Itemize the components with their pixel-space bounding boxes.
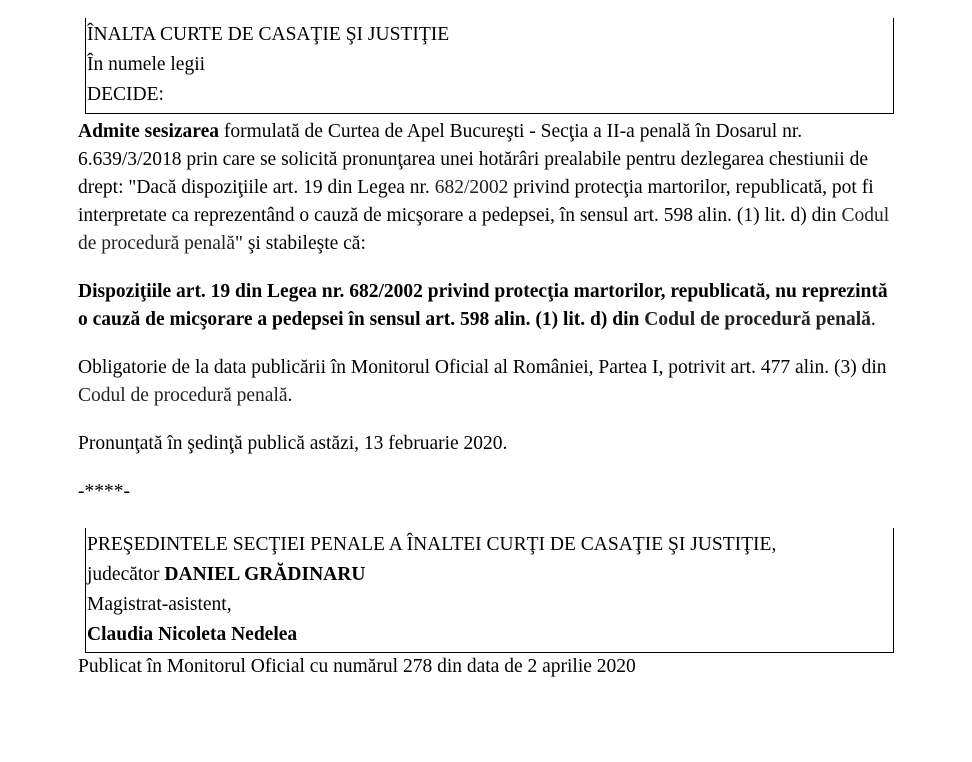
holding-text: Dispoziţiile art. 19 din Legea nr. 682/2002 privind protecţia martorilor, republicată, nu reprezintă o cauză de micşorare a pedepsei în sensul art. 598 alin. (1) lit. d) din	[78, 281, 888, 330]
decides-heading: DECIDE:	[87, 84, 164, 105]
ruling-text-2: privind protecţia martorilor, republicată, pot fi interpretate ca reprezentând o cauză de micşorare a pedepsei, în sensul art. 598 alin. (1) lit. d) din	[78, 177, 874, 226]
holding-paragraph	[78, 278, 894, 334]
in-name-of-law: În numele legii	[87, 54, 206, 75]
holding-end: .	[870, 309, 876, 330]
pronounced-paragraph: Pronunţată în şedinţă publică astăzi, 13 februarie 2020.	[78, 433, 508, 454]
holding-code-link[interactable]: Codul de procedură penală	[644, 309, 871, 330]
binding-end: .	[287, 385, 293, 406]
ruling-paragraph	[78, 118, 894, 258]
binding-paragraph	[78, 354, 894, 410]
judge-prefix: judecător	[87, 564, 165, 585]
procedure-code-link[interactable]: Codul de procedură penală	[78, 205, 890, 254]
ruling-lead: Admite sesizarea	[78, 121, 219, 142]
judge-line	[87, 560, 893, 590]
separator: -****-	[78, 481, 130, 502]
ruling-text-3: " şi stabileşte că:	[235, 233, 366, 254]
document-body	[78, 18, 894, 681]
assistant-name-line	[87, 620, 893, 652]
binding-code-link[interactable]: Codul de procedură penală	[78, 385, 288, 406]
assistant-name: Claudia Nicoleta Nedelea	[87, 624, 298, 645]
judge-name: DANIEL GRĂDINARU	[164, 564, 366, 585]
signature-box	[85, 528, 894, 653]
header-box	[85, 18, 894, 114]
law-reference-link[interactable]: 682/2002	[434, 177, 509, 198]
president-title: PREŞEDINTELE SECŢIEI PENALE A ÎNALTEI CURŢI DE CASAŢIE ŞI JUSTIŢIE,	[87, 534, 777, 555]
publication-footer: Publicat în Monitorul Oficial cu numărul 278 din data de 2 aprilie 2020	[78, 656, 636, 677]
court-name: ÎNALTA CURTE DE CASAŢIE ŞI JUSTIŢIE	[87, 24, 450, 45]
ruling-text-1: formulată de Curtea de Apel Bucureşti - Secţia a II-a penală în Dosarul nr. 6.639/3/2018 prin care se solicită pronunţarea unei hotărâri prealabile pentru dezlegarea chestiunii de drept: "Dacă dispoziţiile art. 19 din Legea nr.	[78, 121, 868, 198]
binding-text: Obligatorie de la data publicării în Monitorul Oficial al României, Partea I, potrivit art. 477 alin. (3) din	[78, 357, 887, 378]
assistant-title: Magistrat-asistent,	[87, 594, 232, 615]
